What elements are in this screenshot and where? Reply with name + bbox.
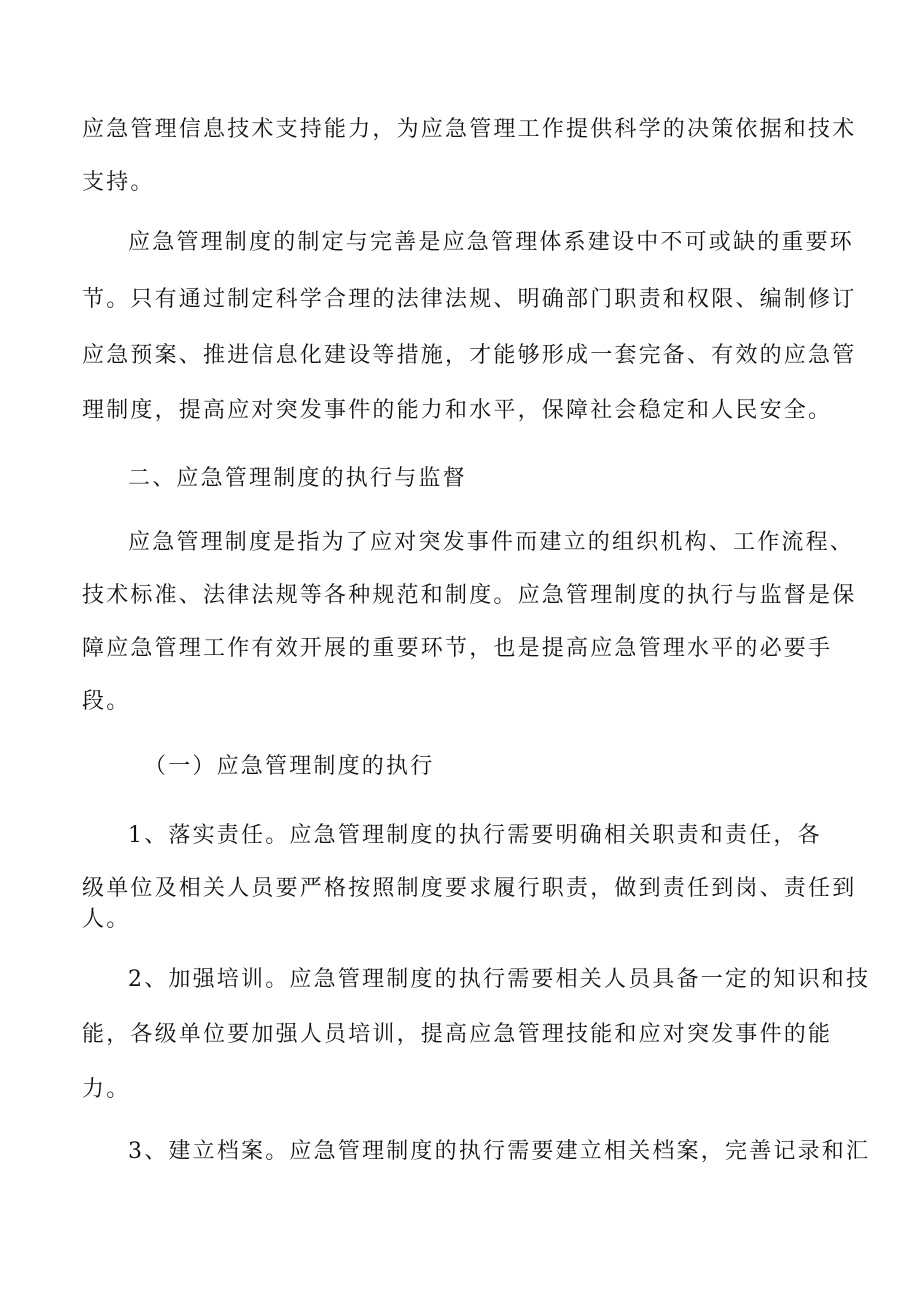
paragraph-2-line-4: 理制度，提高应对突发事件的能力和水平，保障社会稳定和人民安全。 xyxy=(82,398,833,423)
paragraph-2-line-1: 应急管理制度的制定与完善是应急管理体系建设中不可或缺的重要环 xyxy=(128,230,855,255)
paragraph-1-line-1: 应急管理信息技术支持能力，为应急管理工作提供科学的决策依据和技术 xyxy=(82,117,857,142)
paragraph-3-line-3: 障应急管理工作有效开展的重要环节，也是提高应急管理水平的必要手 xyxy=(82,636,833,661)
paragraph-3-line-2: 技术标准、法律法规等各种规范和制度。应急管理制度的执行与监督是保 xyxy=(82,583,857,608)
list-item-2-line-1: 2、加强培训。应急管理制度的执行需要相关人员具备一定的知识和技 xyxy=(128,967,871,992)
paragraph-1-line-2: 支持。 xyxy=(82,170,155,195)
paragraph-3-line-1: 应急管理制度是指为了应对突发事件而建立的组织机构、工作流程、 xyxy=(128,530,855,555)
list-item-1-line-3: 人。 xyxy=(82,907,131,932)
subsection-heading: （一）应急管理制度的执行 xyxy=(144,754,435,779)
list-item-3-line-1: 3、建立档案。应急管理制度的执行需要建立相关档案，完善记录和汇 xyxy=(128,1139,871,1164)
section-heading: 二、应急管理制度的执行与监督 xyxy=(128,466,467,491)
list-item-1-line-2: 级单位及相关人员要严格按照制度要求履行职责，做到责任到岗、责任到 xyxy=(82,876,857,901)
list-item-2-line-3: 力。 xyxy=(82,1077,131,1102)
list-item-2-line-2: 能，各级单位要加强人员培训，提高应急管理技能和应对突发事件的能 xyxy=(82,1022,833,1047)
paragraph-2-line-2: 节。只有通过制定科学合理的法律法规、明确部门职责和权限、编制修订 xyxy=(82,287,857,312)
paragraph-2-line-3: 应急预案、推进信息化建设等措施，才能够形成一套完备、有效的应急管 xyxy=(82,343,857,368)
list-item-1-line-1: 1、落实责任。应急管理制度的执行需要明确相关职责和责任，各 xyxy=(128,823,822,848)
paragraph-3-line-4: 段。 xyxy=(82,689,131,714)
